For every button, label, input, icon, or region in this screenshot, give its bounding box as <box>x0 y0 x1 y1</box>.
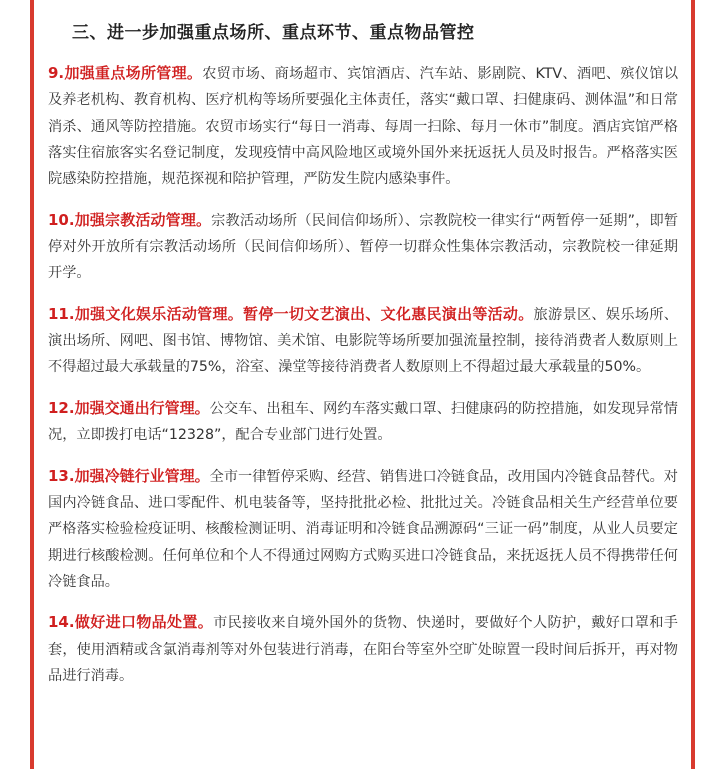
item-14-title: 14.做好进口物品处置。 <box>48 613 214 632</box>
item-11-title: 11.加强文化娱乐活动管理。暂停一切文艺演出、文化惠民演出等活动。 <box>48 304 534 323</box>
left-border-line <box>30 0 34 769</box>
item-14-text: 市民接收来自境外国外的货物、快递时，要做好个人防护，戴好口罩和手套，使用酒精或含氯消毒剂等对外包装进行消毒，在阳台等室外空旷处晾置一段时间后拆开，再对物品进行消毒。 <box>48 615 678 684</box>
item-14 <box>48 609 678 689</box>
section-heading: 三、进一步加强重点场所、重点环节、重点物品管控 <box>72 23 475 43</box>
item-10-text: 宗教活动场所（民间信仰场所）、宗教院校一律实行“两暂停一延期”，即暂停对外开放所有宗教活动场所（民间信仰场所）、暂停一切群众性集体宗教活动，宗教院校一律延期开学。 <box>48 212 679 282</box>
item-13-title: 13.加强冷链行业管理。 <box>48 466 210 485</box>
item-11 <box>48 301 678 381</box>
right-border-line <box>691 0 695 769</box>
item-10-title: 10.加强宗教活动管理。 <box>48 210 212 229</box>
item-11-text: 旅游景区、娱乐场所、演出场所、网吧、图书馆、博物馆、美术馆、电影院等场所要加强流量控制，接待消费者人数原则上不得超过最大承载量的75%，浴室、澡堂等接待消费者人数原则上不得超过最大承载量的50%。 <box>48 306 678 376</box>
item-9-title: 9.加强重点场所管理。 <box>48 64 203 82</box>
item-13-text: 全市一律暂停采购、经营、销售进口冷链食品，改用国内冷链食品替代。对国内冷链食品、进口零配件、机电装备等，坚持批批必检、批批过关。冷链食品相关生产经营单位要严格落实检验检疫证明、核酸检测证明、消毒证明和冷链食品溯源码“三证一码”制度，从业人员要定期进行核酸检测。任何单位和个人不得通过网购方式购买进口冷链食品，来抚返抚人员不得携带任何冷链食品。 <box>48 468 678 590</box>
item-9-text: 农贸市场、商场超市、宾馆酒店、汽车站、影剧院、KTV、酒吧、殡仪馆以及养老机构、教育机构、医疗机构等场所要强化主体责任，落实“戴口罩、扫健康码、测体温”和日常消杀、通风等防控措施。农贸市场实行“每日一消毒、每周一扫除、每月一休市”制度。酒店宾馆严格落实住宿旅客实名登记制度，发现疫情中高风险地区或境外国外来抚返抚人员及时报告。严格落实医院感染防控措施，规范探视和陪护管理，严防发生院内感染事件。 <box>48 66 679 188</box>
item-9 <box>48 60 678 192</box>
item-12-text: 公交车、出租车、网约车落实戴口罩、扫健康码的防控措施，如发现异常情况，立即拨打电话“12328”，配合专业部门进行处置。 <box>48 400 678 444</box>
item-12 <box>48 395 678 449</box>
item-12-title: 12.加强交通出行管理。 <box>48 398 210 417</box>
article-body <box>48 0 678 703</box>
item-10 <box>48 207 678 287</box>
item-13 <box>48 463 678 595</box>
